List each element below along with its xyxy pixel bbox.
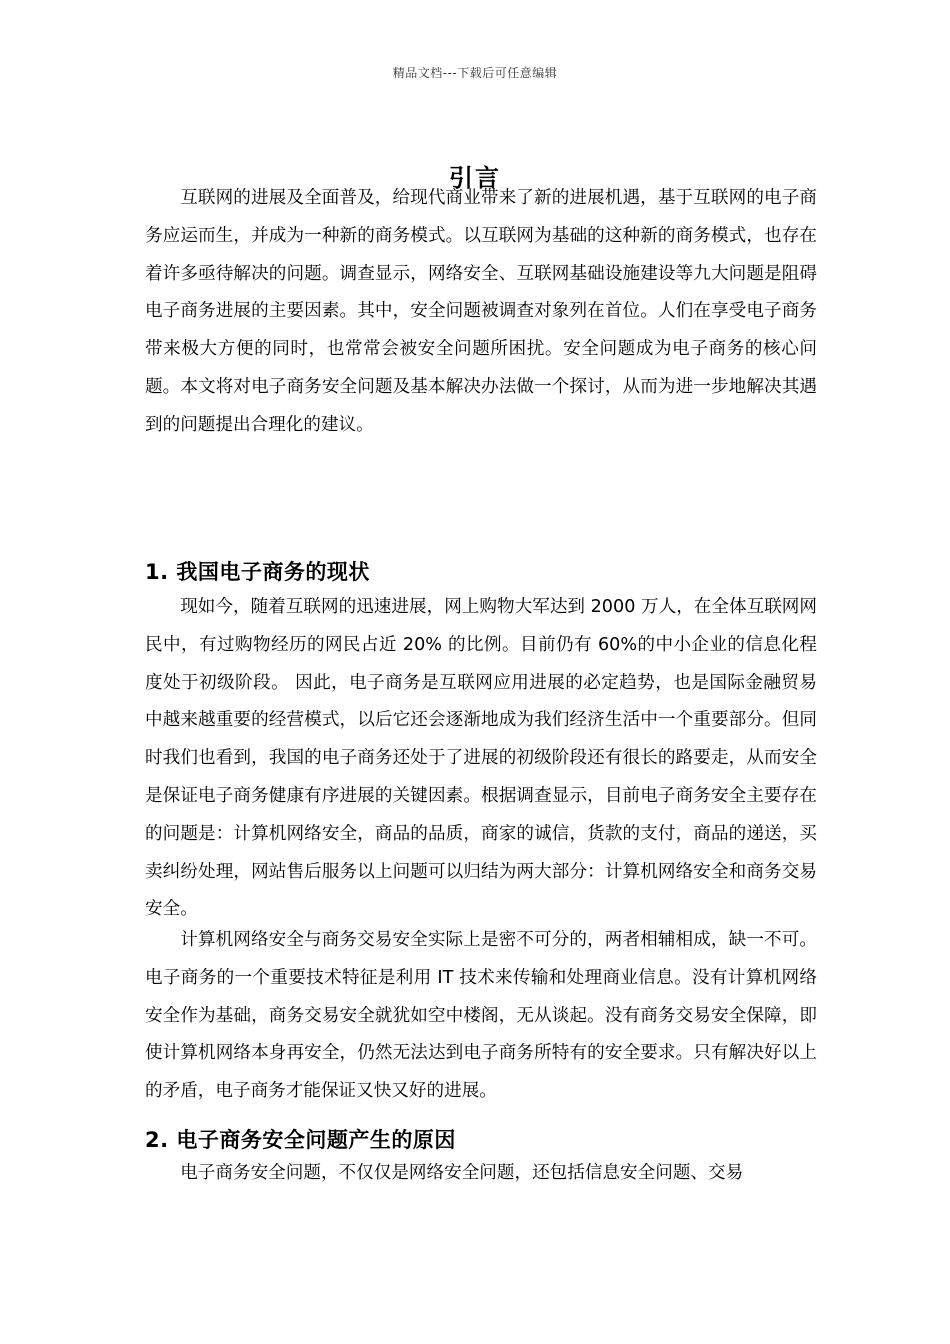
section-2-heading: 2. 电子商务安全问题产生的原因 xyxy=(145,1128,456,1152)
page-header: 精品文档---下载后可任意编辑 xyxy=(392,66,558,80)
section-1-paragraph-2: 计算机网络安全与商务交易安全实际上是密不可分的，两者相辅相成，缺一不可。电子商务的一个重要技术特征是利用 IT 技术来传输和处理商业信息。没有计算机网络安全作为基础，商务交易安全就犹如空中楼阁，无从谈起。没有商务交易安全保障，即使计算机网络本身再安全，仍然无法达到电子商务所特有的安全要求。只有解决好以上的矛盾，电子商务才能保证又快又好的进展。 xyxy=(145,930,817,1102)
intro-paragraph: 互联网的进展及全面普及，给现代商业带来了新的进展机遇，基于互联网的电子商务应运而生，并成为一种新的商务模式。以互联网为基础的这种新的商务模式，也存在着许多亟待解决的问题。调查显示，网络安全、互联网基础设施建设等九大问题是阻碍电子商务进展的主要因素。其中，安全问题被调查对象列在首位。人们在享受电子商务带来极大方便的同时，也常常会被安全问题所困扰。安全问题成为电子商务的核心问题。本文将对电子商务安全问题及基本解决办法做一个探讨，从而为进一步地解决其遇到的问题提出合理化的建议。 xyxy=(145,188,817,435)
section-2-paragraph-1: 电子商务安全问题，不仅仅是网络安全问题，还包括信息安全问题、交易 xyxy=(180,1163,744,1183)
section-1-paragraph-1: 现如今，随着互联网的迅速进展，网上购物大军达到 2000 万人，在全体互联网网民中，有过购物经历的网民占近 20% 的比例。目前仍有 60%的中小企业的信息化程度处于初级阶段。 因此，电子商务是互联网应用进展的必定趋势，也是国际金融贸易中越来越重要的经营模式，以后它还会逐渐地成为我们经济生活中一个重要部分。但同时我们也看到，我国的电子商务还处于了进展的初级阶段还有很长的路要走，从而安全是保证电子商务健康有序进展的关键因素。根据调查显示，目前电子商务安全主要存在的问题是：计算机网络安全，商品的品质，商家的诚信，货款的支付，商品的递送，买卖纠纷处理，网站售后服务以上问题可以归结为两大部分：计算机网络安全和商务交易安全。 xyxy=(145,597,817,920)
document-title: 引言 xyxy=(449,164,501,192)
section-1-heading: 1. 我国电子商务的现状 xyxy=(145,560,370,584)
